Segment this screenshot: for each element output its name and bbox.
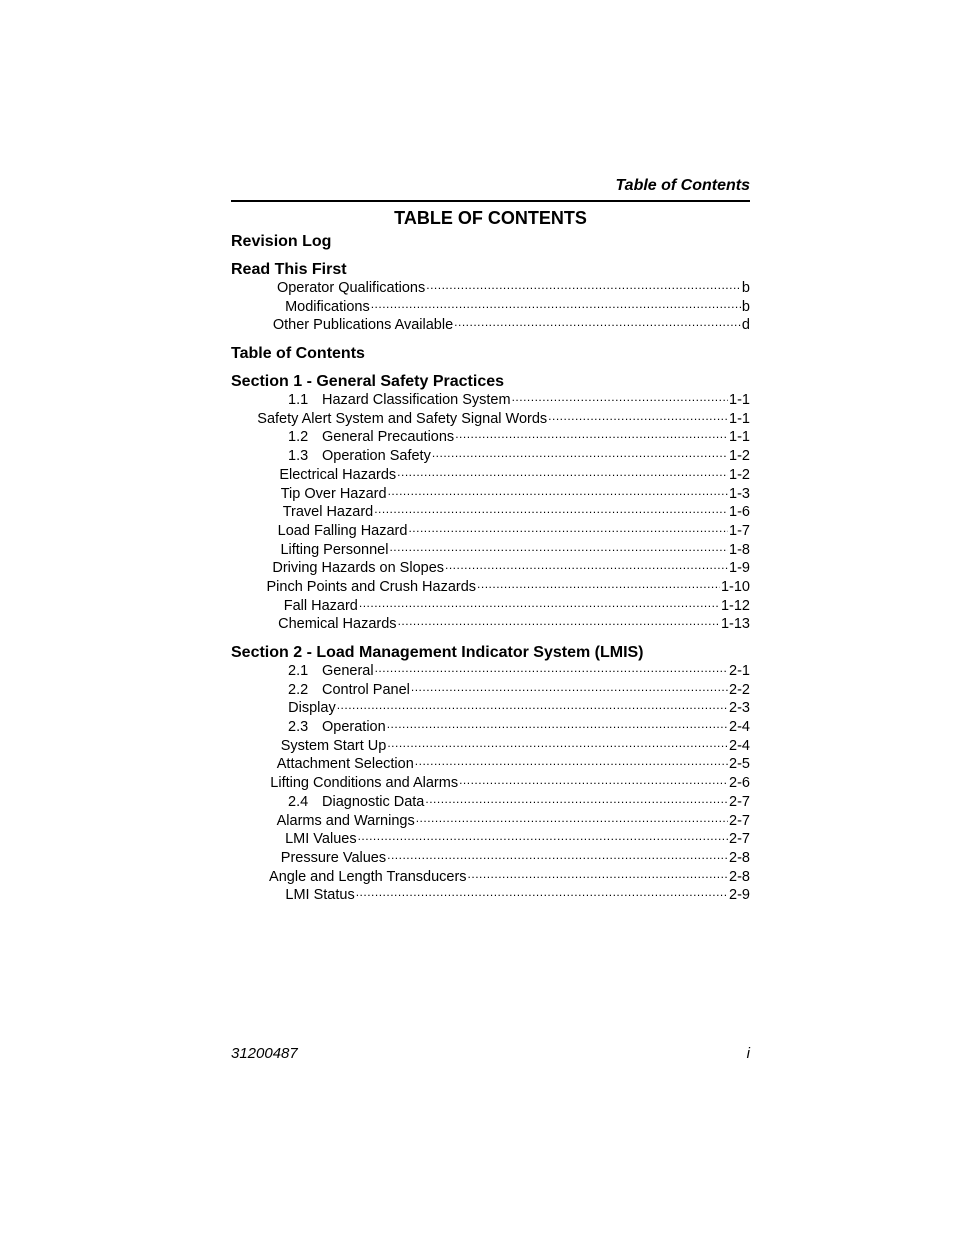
toc-entry-label: Modifications: [285, 298, 370, 315]
toc-entry-label: Fall Hazard: [283, 597, 358, 614]
toc-entry-page: 2-8: [729, 849, 750, 866]
dot-leader: [337, 696, 728, 715]
toc-entry-label: Operator Qualifications: [276, 280, 426, 296]
toc-entry-label: Diagnostic Data: [322, 793, 425, 810]
toc-entry-label: Operation: [322, 719, 386, 736]
dot-leader: [389, 538, 728, 557]
dot-leader: [397, 463, 728, 482]
toc-entry-page: d: [741, 317, 750, 334]
dot-leader: [454, 313, 741, 332]
dot-leader: [408, 519, 728, 538]
toc-section-heading: Section 2 - Load Management Indicator System (LMIS): [231, 644, 644, 661]
toc-entry-label: Alarms and Warnings: [276, 812, 415, 829]
toc-entry-page: 1-1: [729, 392, 750, 409]
toc-section-heading: Table of Contents: [231, 345, 365, 363]
page-title: TABLE OF CONTENTS: [394, 208, 587, 228]
dot-leader: [445, 556, 728, 575]
dot-leader: [425, 790, 728, 809]
toc-entry-page: 1-3: [729, 485, 750, 502]
toc-entry-number: 2.1: [288, 663, 309, 679]
toc-entry-number: 2.4: [288, 793, 309, 810]
toc-entry-number: 2.2: [288, 681, 309, 698]
dot-leader: [477, 575, 720, 594]
table-of-contents: [231, 232, 750, 905]
toc-entry-page: b: [741, 280, 750, 296]
toc-entry-label: Safety Alert System and Safety Signal Words: [257, 410, 548, 427]
dot-leader: [388, 482, 728, 501]
toc-entry-page: 1-8: [729, 541, 750, 558]
toc-entry-label: Other Publications Available: [272, 317, 454, 334]
page-number: i: [746, 1045, 750, 1062]
toc-entry-page: 2-1: [729, 663, 750, 679]
toc-entry-label: Driving Hazards on Slopes: [272, 560, 445, 577]
toc-entry-page: 2-4: [729, 737, 750, 754]
toc-entry-label: System Start Up: [280, 737, 387, 754]
toc-entry-label: Electrical Hazards: [279, 466, 397, 483]
dot-leader: [375, 659, 728, 678]
dot-leader: [387, 734, 728, 753]
dot-leader: [459, 771, 728, 790]
header-rule: [231, 200, 750, 202]
toc-entry-label: Display: [288, 700, 336, 717]
toc-entry-page: 1-6: [729, 504, 750, 521]
toc-entry-page: 2-9: [729, 887, 750, 904]
toc-entry-label: Lifting Personnel: [280, 541, 389, 558]
dot-leader: [371, 295, 741, 314]
toc-entry-page: 2-6: [729, 775, 750, 792]
toc-section-heading: Read This First: [231, 261, 347, 278]
toc-entry-page: 2-4: [729, 719, 750, 736]
dot-leader: [426, 276, 741, 295]
dot-leader: [415, 752, 728, 771]
dot-leader: [358, 827, 728, 846]
toc-entry-page: 1-12: [720, 597, 750, 614]
toc-entry-label: Travel Hazard: [282, 504, 374, 521]
toc-entry-label: Operation Safety: [322, 448, 431, 465]
document-number: 31200487: [231, 1045, 298, 1062]
toc-entry-page: 2-7: [729, 793, 750, 810]
toc-entry: [231, 316, 750, 335]
toc-entry-label: Attachment Selection: [276, 756, 414, 773]
dot-leader: [356, 883, 728, 902]
toc-entry-page: 1-2: [729, 466, 750, 483]
toc-entry-number: 1.2: [288, 429, 309, 446]
toc-entry-page: 1-10: [720, 578, 750, 595]
toc-entry-label: General Precautions: [322, 429, 455, 446]
toc-entry-label: Tip Over Hazard: [280, 485, 387, 502]
toc-entry-label: General: [322, 663, 374, 679]
dot-leader: [359, 594, 720, 613]
dot-leader: [387, 846, 728, 865]
toc-entry-number: 1.1: [288, 392, 309, 409]
toc-entry-label: Pinch Points and Crush Hazards: [266, 578, 477, 595]
toc-entry-label: Chemical Hazards: [278, 616, 397, 633]
dot-leader: [455, 425, 728, 444]
toc-entry-label: Angle and Length Transducers: [269, 868, 467, 885]
toc-entry-page: 1-9: [729, 560, 750, 577]
toc-entry-label: Control Panel: [322, 681, 410, 698]
running-header: Table of Contents: [615, 177, 750, 194]
toc-entry-page: 1-1: [729, 429, 750, 446]
toc-entry-page: 2-8: [729, 868, 750, 885]
toc-entry-page: 2-5: [729, 756, 750, 773]
toc-entry-page: b: [741, 298, 750, 315]
dot-leader: [398, 612, 720, 631]
toc-entry-page: 1-7: [729, 522, 750, 539]
dot-leader: [432, 444, 728, 463]
toc-entry-number: 1.3: [288, 448, 309, 465]
toc-entry-page: 2-7: [729, 831, 750, 848]
toc-entry-page: 1-13: [720, 616, 750, 633]
toc-section-heading: Revision Log: [231, 233, 332, 250]
toc-entry-page: 2-7: [729, 812, 750, 829]
toc-entry: [231, 615, 750, 634]
toc-entry-label: Load Falling Hazard: [277, 522, 408, 539]
dot-leader: [411, 678, 728, 697]
toc-entry-page: 2-3: [729, 700, 750, 717]
toc-entry-page: 2-2: [729, 681, 750, 698]
dot-leader: [374, 500, 728, 519]
dot-leader: [468, 865, 728, 884]
toc-entry-label: LMI Status: [285, 887, 355, 904]
toc-entry-page: 1-2: [729, 448, 750, 465]
toc-entry: [231, 886, 750, 905]
toc-entry-number: 2.3: [288, 719, 309, 736]
dot-leader: [512, 388, 728, 407]
dot-leader: [416, 809, 728, 828]
dot-leader: [548, 407, 728, 426]
toc-entry-label: LMI Values: [285, 831, 357, 848]
toc-entry-label: Hazard Classification System: [322, 392, 511, 409]
toc-entry-label: Lifting Conditions and Alarms: [270, 775, 459, 792]
toc-entry-label: Pressure Values: [280, 849, 387, 866]
dot-leader: [387, 715, 728, 734]
toc-entry-page: 1-1: [729, 410, 750, 427]
toc-section-heading: Section 1 - General Safety Practices: [231, 373, 505, 391]
